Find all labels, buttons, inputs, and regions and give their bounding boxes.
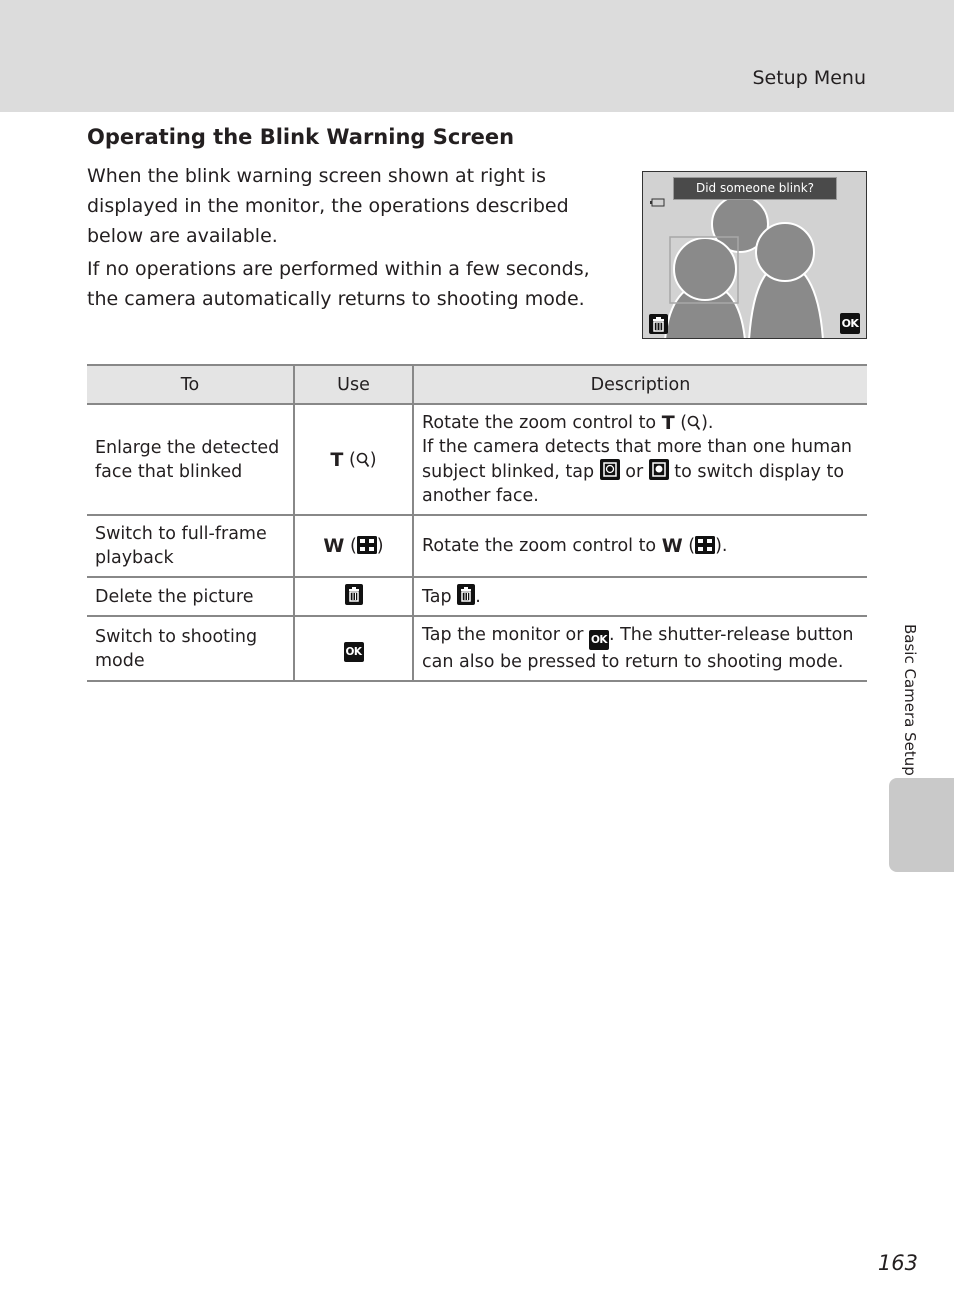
thumbnail-icon: ( ). bbox=[688, 536, 728, 556]
desc-text: subject blinked, tap bbox=[422, 462, 600, 482]
table-header-row bbox=[87, 365, 867, 404]
zoom-tele-key: T bbox=[661, 412, 675, 434]
zoom-wide-key: W bbox=[661, 535, 683, 557]
row-description bbox=[413, 404, 867, 515]
page-number: 163 bbox=[877, 1251, 918, 1275]
row-control bbox=[294, 515, 413, 577]
blink-warning-monitor bbox=[642, 171, 867, 339]
row-action: Switch to full-frame playback bbox=[87, 515, 294, 577]
zoom-in-icon: ( ) bbox=[348, 449, 377, 470]
thumbnail-icon: ( ) bbox=[349, 536, 384, 556]
chapter-tab bbox=[889, 778, 954, 872]
row-description bbox=[413, 616, 867, 681]
header-band bbox=[0, 0, 954, 112]
desc-line bbox=[422, 411, 859, 435]
table-row bbox=[87, 577, 867, 616]
face-next-icon bbox=[649, 462, 669, 482]
page-heading: Operating the Blink Warning Screen bbox=[87, 125, 515, 149]
row-description bbox=[413, 577, 867, 616]
chapter-side-label bbox=[895, 624, 919, 784]
row-control bbox=[294, 616, 413, 681]
desc-text: Tap bbox=[422, 587, 458, 607]
desc-text: Rotate the zoom control to bbox=[422, 413, 662, 433]
desc-line bbox=[422, 459, 859, 484]
row-action: Delete the picture bbox=[87, 577, 294, 616]
intro-paragraph-2: If no operations are performed within a few seconds, the camera automatically returns to shooting mode. bbox=[87, 258, 590, 310]
ok-icon-label: OK bbox=[841, 317, 859, 330]
desc-line: If the camera detects that more than one human bbox=[422, 437, 852, 457]
desc-line: another face. bbox=[422, 486, 539, 506]
row-control bbox=[294, 577, 413, 616]
header-description: Description bbox=[413, 365, 867, 404]
table-row bbox=[87, 616, 867, 681]
zoom-tele-key: T bbox=[330, 448, 344, 471]
desc-text: to switch display to bbox=[668, 462, 845, 482]
desc-text: or bbox=[619, 462, 649, 482]
trash-icon: . bbox=[457, 587, 481, 607]
desc-text: Rotate the zoom control to bbox=[422, 536, 662, 556]
table-row bbox=[87, 404, 867, 515]
blink-warning-message: Did someone blink? bbox=[673, 177, 837, 200]
operations-table bbox=[87, 364, 867, 682]
intro-paragraph-1: When the blink warning screen shown at right is displayed in the monitor, the operations described below are available. bbox=[87, 165, 569, 247]
chapter-side-label-text: Basic Camera Setup bbox=[901, 624, 919, 776]
face-prev-icon bbox=[600, 462, 620, 482]
header-use: Use bbox=[294, 365, 413, 404]
row-action: Enlarge the detected face that blinked bbox=[87, 404, 294, 515]
header-to: To bbox=[87, 365, 294, 404]
zoom-wide-key: W bbox=[323, 535, 345, 557]
trash-icon bbox=[649, 314, 668, 334]
ok-icon: OK bbox=[589, 630, 609, 650]
table-row bbox=[87, 515, 867, 577]
ok-icon: OK bbox=[344, 642, 364, 662]
desc-text: Tap the monitor or bbox=[422, 625, 589, 645]
row-control bbox=[294, 404, 413, 515]
section-label: Setup Menu bbox=[752, 67, 866, 89]
row-description bbox=[413, 515, 867, 577]
desc-text: . The shutter-release button can also be pressed to return to shooting mode. bbox=[422, 625, 854, 672]
row-action: Switch to shooting mode bbox=[87, 616, 294, 681]
zoom-in-icon: ( ). bbox=[680, 413, 714, 433]
trash-icon bbox=[345, 587, 363, 607]
